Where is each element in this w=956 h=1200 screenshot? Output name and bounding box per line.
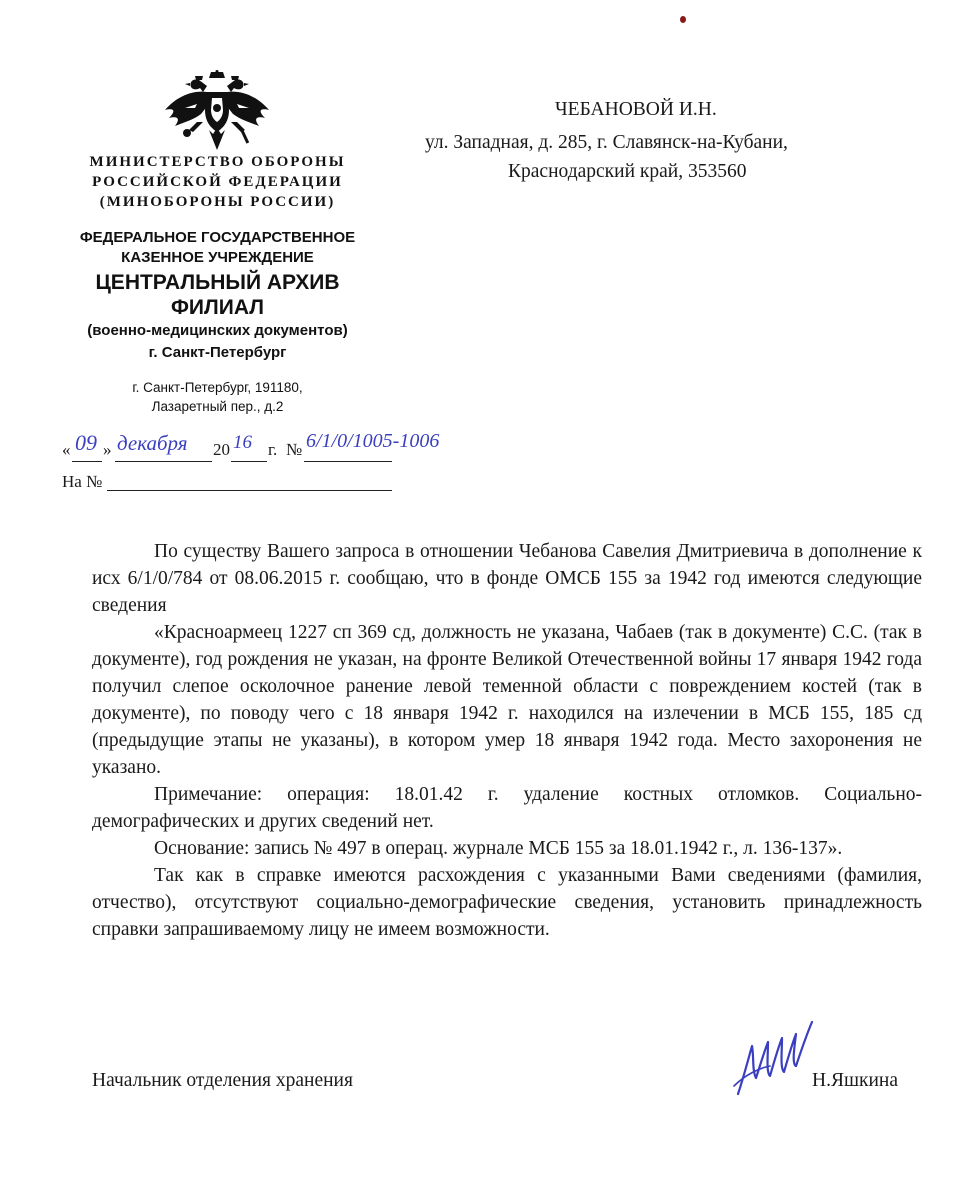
body-paragraph-note: Примечание: операция: 18.01.42 г. удаление костных отломков. Социально-демографических и других сведений нет.: [92, 784, 922, 832]
ministry-name-line-1: МИНИСТЕРСТВО ОБОРОНЫ: [89, 154, 346, 170]
reference-number-underline: [107, 490, 392, 491]
archive-name: ЦЕНТРАЛЬНЫЙ АРХИВ: [95, 271, 340, 294]
outgoing-number-label: №: [286, 440, 303, 459]
ink-dot: [680, 16, 686, 23]
signatory-position: Начальник отделения хранения: [92, 1070, 353, 1091]
signatory-name: Н.Яшкина: [812, 1070, 898, 1091]
date-year-prefix: 20: [213, 440, 230, 459]
branch-city: г. Санкт-Петербург: [148, 344, 287, 361]
date-day: 09: [75, 430, 97, 455]
institution-line-2: КАЗЕННОЕ УЧРЕЖДЕНИЕ: [121, 249, 314, 266]
branch-specialization: (военно-медицинских документов): [87, 322, 348, 339]
double-headed-eagle-emblem: [163, 70, 271, 154]
ministry-name-line-3: (МИНОБОРОНЫ РОССИИ): [99, 194, 336, 210]
ministry-name-line-2: РОССИЙСКОЙ ФЕДЕРАЦИИ: [92, 174, 343, 190]
handwritten-signature: [730, 1016, 822, 1096]
archive-address-line-1: г. Санкт-Петербург, 191180,: [132, 380, 303, 395]
archive-branch: ФИЛИАЛ: [170, 296, 264, 319]
body-paragraph-record: «Красноармеец 1227 сп 369 сд, должность не указана, Чабаев (так в документе) С.С. (так в документе), год рождения не указан, на фронте Великой Отечественной войны 17 января 1942 года получил слепое осколочное ранение левой теменной области с повреждением костей (так в документе), по поводу чего с 18 января 1942 г. находился на излечении в МСБ 155, 185 сд (предыдущие этапы не указаны), в котором умер 18 января 1942 года. Место захоронения не указано.: [92, 622, 922, 778]
date-year-label: г.: [268, 440, 278, 459]
date-open-quote: «: [62, 440, 71, 459]
recipient-address-line-1: ул. Западная, д. 285, г. Славянск-на-Кубани,: [425, 132, 788, 153]
date-day-underline: [72, 461, 102, 462]
outgoing-number: 6/1/0/1005-1006: [306, 430, 440, 452]
date-close-quote: »: [103, 440, 112, 459]
body-paragraph-request: По существу Вашего запроса в отношении Чебанова Савелия Дмитриевича в дополнение к исх 6/1/0/784 от 08.06.2015 г. сообщаю, что в фонде ОМСБ 155 за 1942 год имеются следующие сведения: [92, 541, 922, 616]
outgoing-number-underline: [304, 461, 392, 462]
date-year-suffix: 16: [233, 432, 252, 453]
body-paragraph-conclusion: Так как в справке имеются расхождения с указанными Вами сведениями (фамилия, отчество), отсутствуют социально-демографические сведения, установить принадлежность справки запрашиваемому лицу не имеем возможности.: [92, 865, 922, 940]
recipient-name: ЧЕБАНОВОЙ И.Н.: [555, 99, 717, 120]
letter-body: [92, 538, 922, 943]
reference-number-label: На №: [62, 472, 103, 491]
body-paragraph-basis: Основание: запись № 497 в операц. журнале МСБ 155 за 18.01.1942 г., л. 136-137».: [154, 838, 843, 859]
institution-line-1: ФЕДЕРАЛЬНОЕ ГОСУДАРСТВЕННОЕ: [79, 229, 356, 246]
date-month-underline: [115, 461, 212, 462]
date-month: декабря: [117, 431, 188, 455]
date-year-underline: [231, 461, 267, 462]
archive-address-line-2: Лазаретный пер., д.2: [151, 399, 284, 414]
recipient-address-line-2: Краснодарский край, 353560: [508, 161, 747, 182]
